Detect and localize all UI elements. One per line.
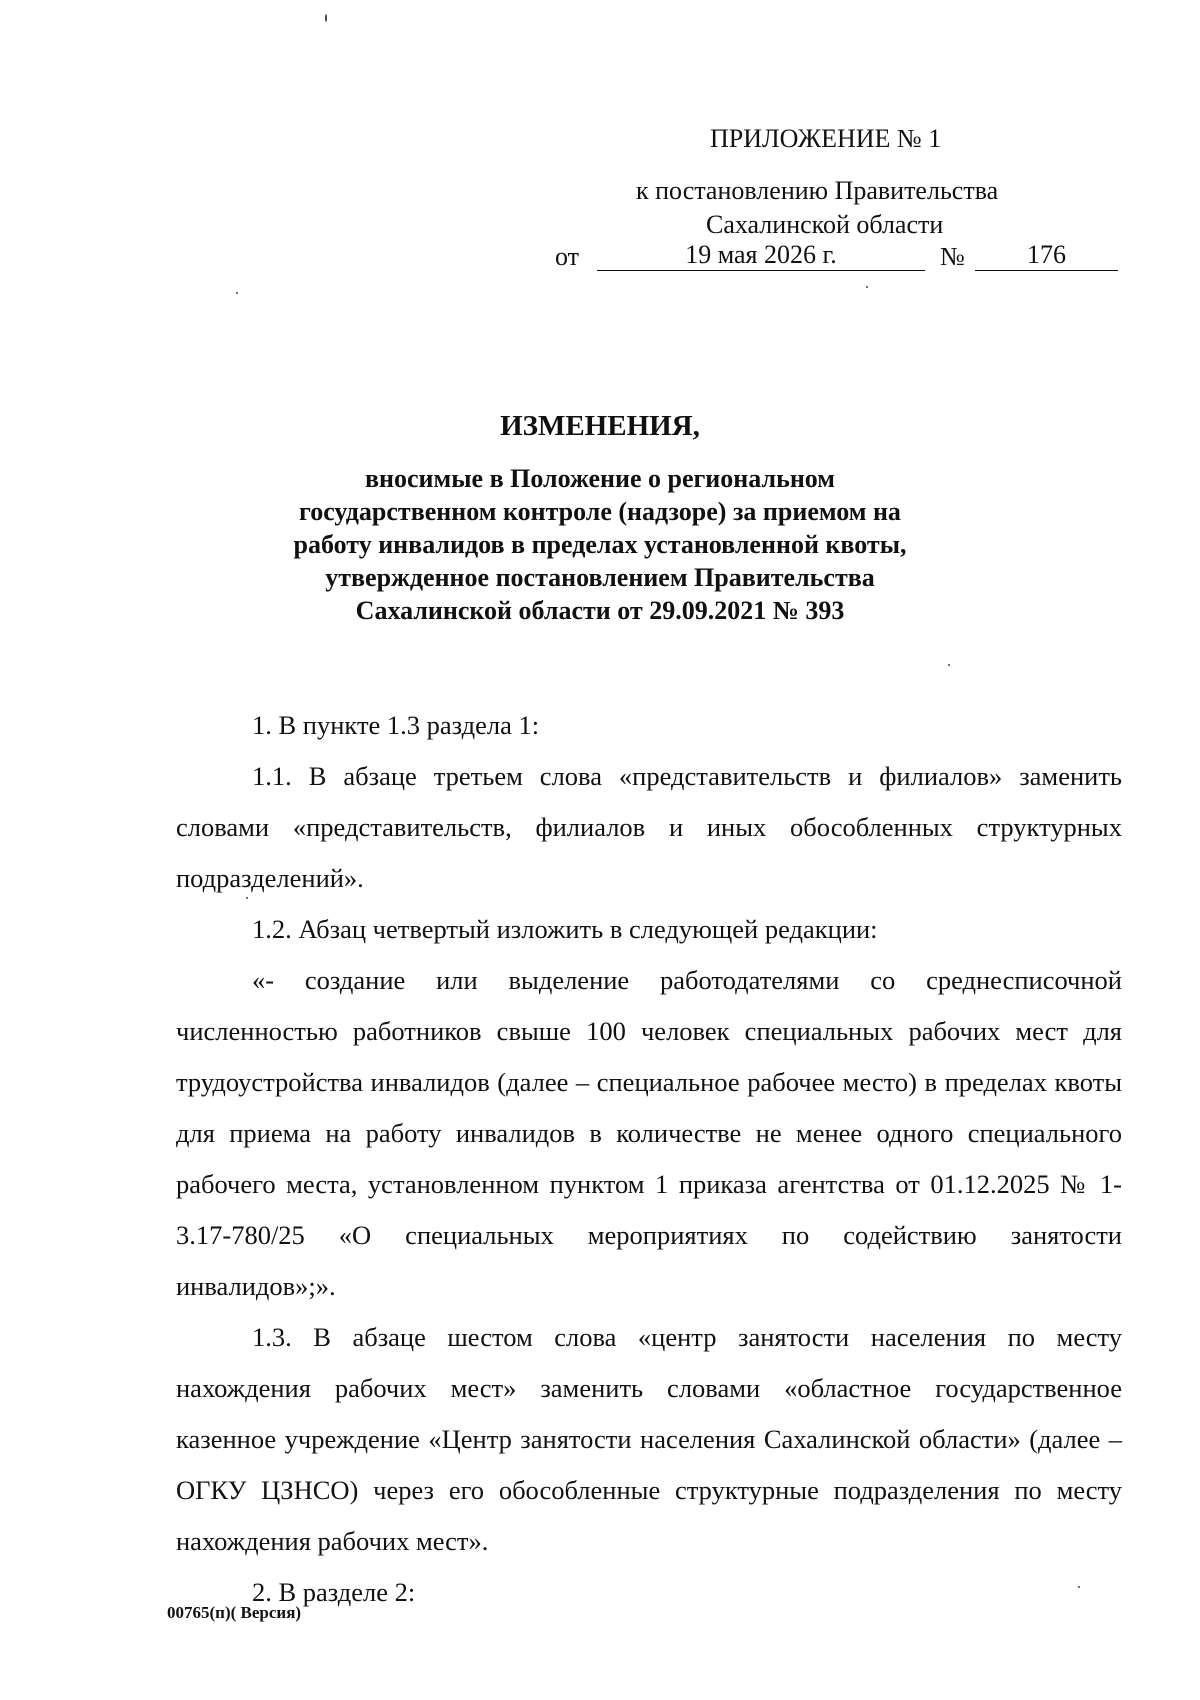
paragraph: 1. В пункте 1.3 раздела 1: [252, 710, 540, 740]
paragraph: 1.1. В абзаце третьем слова «представительств и филиалов» заменить словами «представительств, филиалов и иных обособленных структурных подразделений». [176, 761, 1122, 893]
from-label: от [555, 242, 580, 271]
scan-speck [246, 897, 248, 899]
subtitle-line: вносимые в Положение о региональном [364, 464, 836, 493]
subtitle-line: работу инвалидов в пределах установленной квоты, [293, 530, 907, 559]
document-title: ИЗМЕНЕНИЯ, [500, 410, 700, 442]
paragraph: 1.3. В абзаце шестом слова «центр занятости населения по месту нахождения рабочих мест» заменить словами «областное государственное казенное учреждение «Центр занятости населения Сахалинской области» (далее – ОГКУ ЦЗНСО) через его обособленные структурные подразделения по месту нахождения рабочих мест». [176, 1322, 1122, 1556]
region-name: Сахалинской области [706, 210, 944, 239]
resolution-date: 19 мая 2026 г. [597, 240, 925, 271]
scan-speck [236, 292, 238, 294]
date-number-row [555, 240, 1125, 280]
resolution-reference: к постановлению Правительства [636, 176, 999, 205]
subtitle-line: Сахалинской области от 29.09.2021 № 393 [355, 596, 845, 625]
body-text [176, 700, 1122, 1618]
paragraph: «- создание или выделение работодателями со среднесписочной численностью работников свыше 100 человек специальных рабочих мест для трудоустройства инвалидов (далее – специальное рабочее место) в пределах квоты для приема на работу инвалидов в количестве не менее одного специального рабочего места, установленном пунктом 1 приказа агентства от 01.12.2025 № 1-3.17-780/25 «О специальных мероприятиях по содействию занятости инвалидов»;». [176, 965, 1122, 1301]
scan-speck [948, 664, 950, 666]
paragraph: 1.2. Абзац четвертый изложить в следующей редакции: [252, 914, 878, 944]
subtitle-line: государственном контроле (надзоре) за приемом на [299, 497, 901, 526]
document-code: 00765(п)( Версия) [167, 1603, 302, 1622]
scan-speck [866, 286, 868, 288]
resolution-number: 176 [975, 240, 1118, 271]
subtitle-line: утвержденное постановлением Правительства [325, 563, 875, 592]
scan-speck [1078, 1586, 1080, 1588]
document-subtitle [0, 462, 1200, 627]
paragraph: 2. В разделе 2: [252, 1577, 416, 1607]
appendix-title: ПРИЛОЖЕНИЕ № 1 [710, 124, 942, 153]
number-sign: № [940, 242, 965, 271]
scan-speck [325, 14, 327, 22]
